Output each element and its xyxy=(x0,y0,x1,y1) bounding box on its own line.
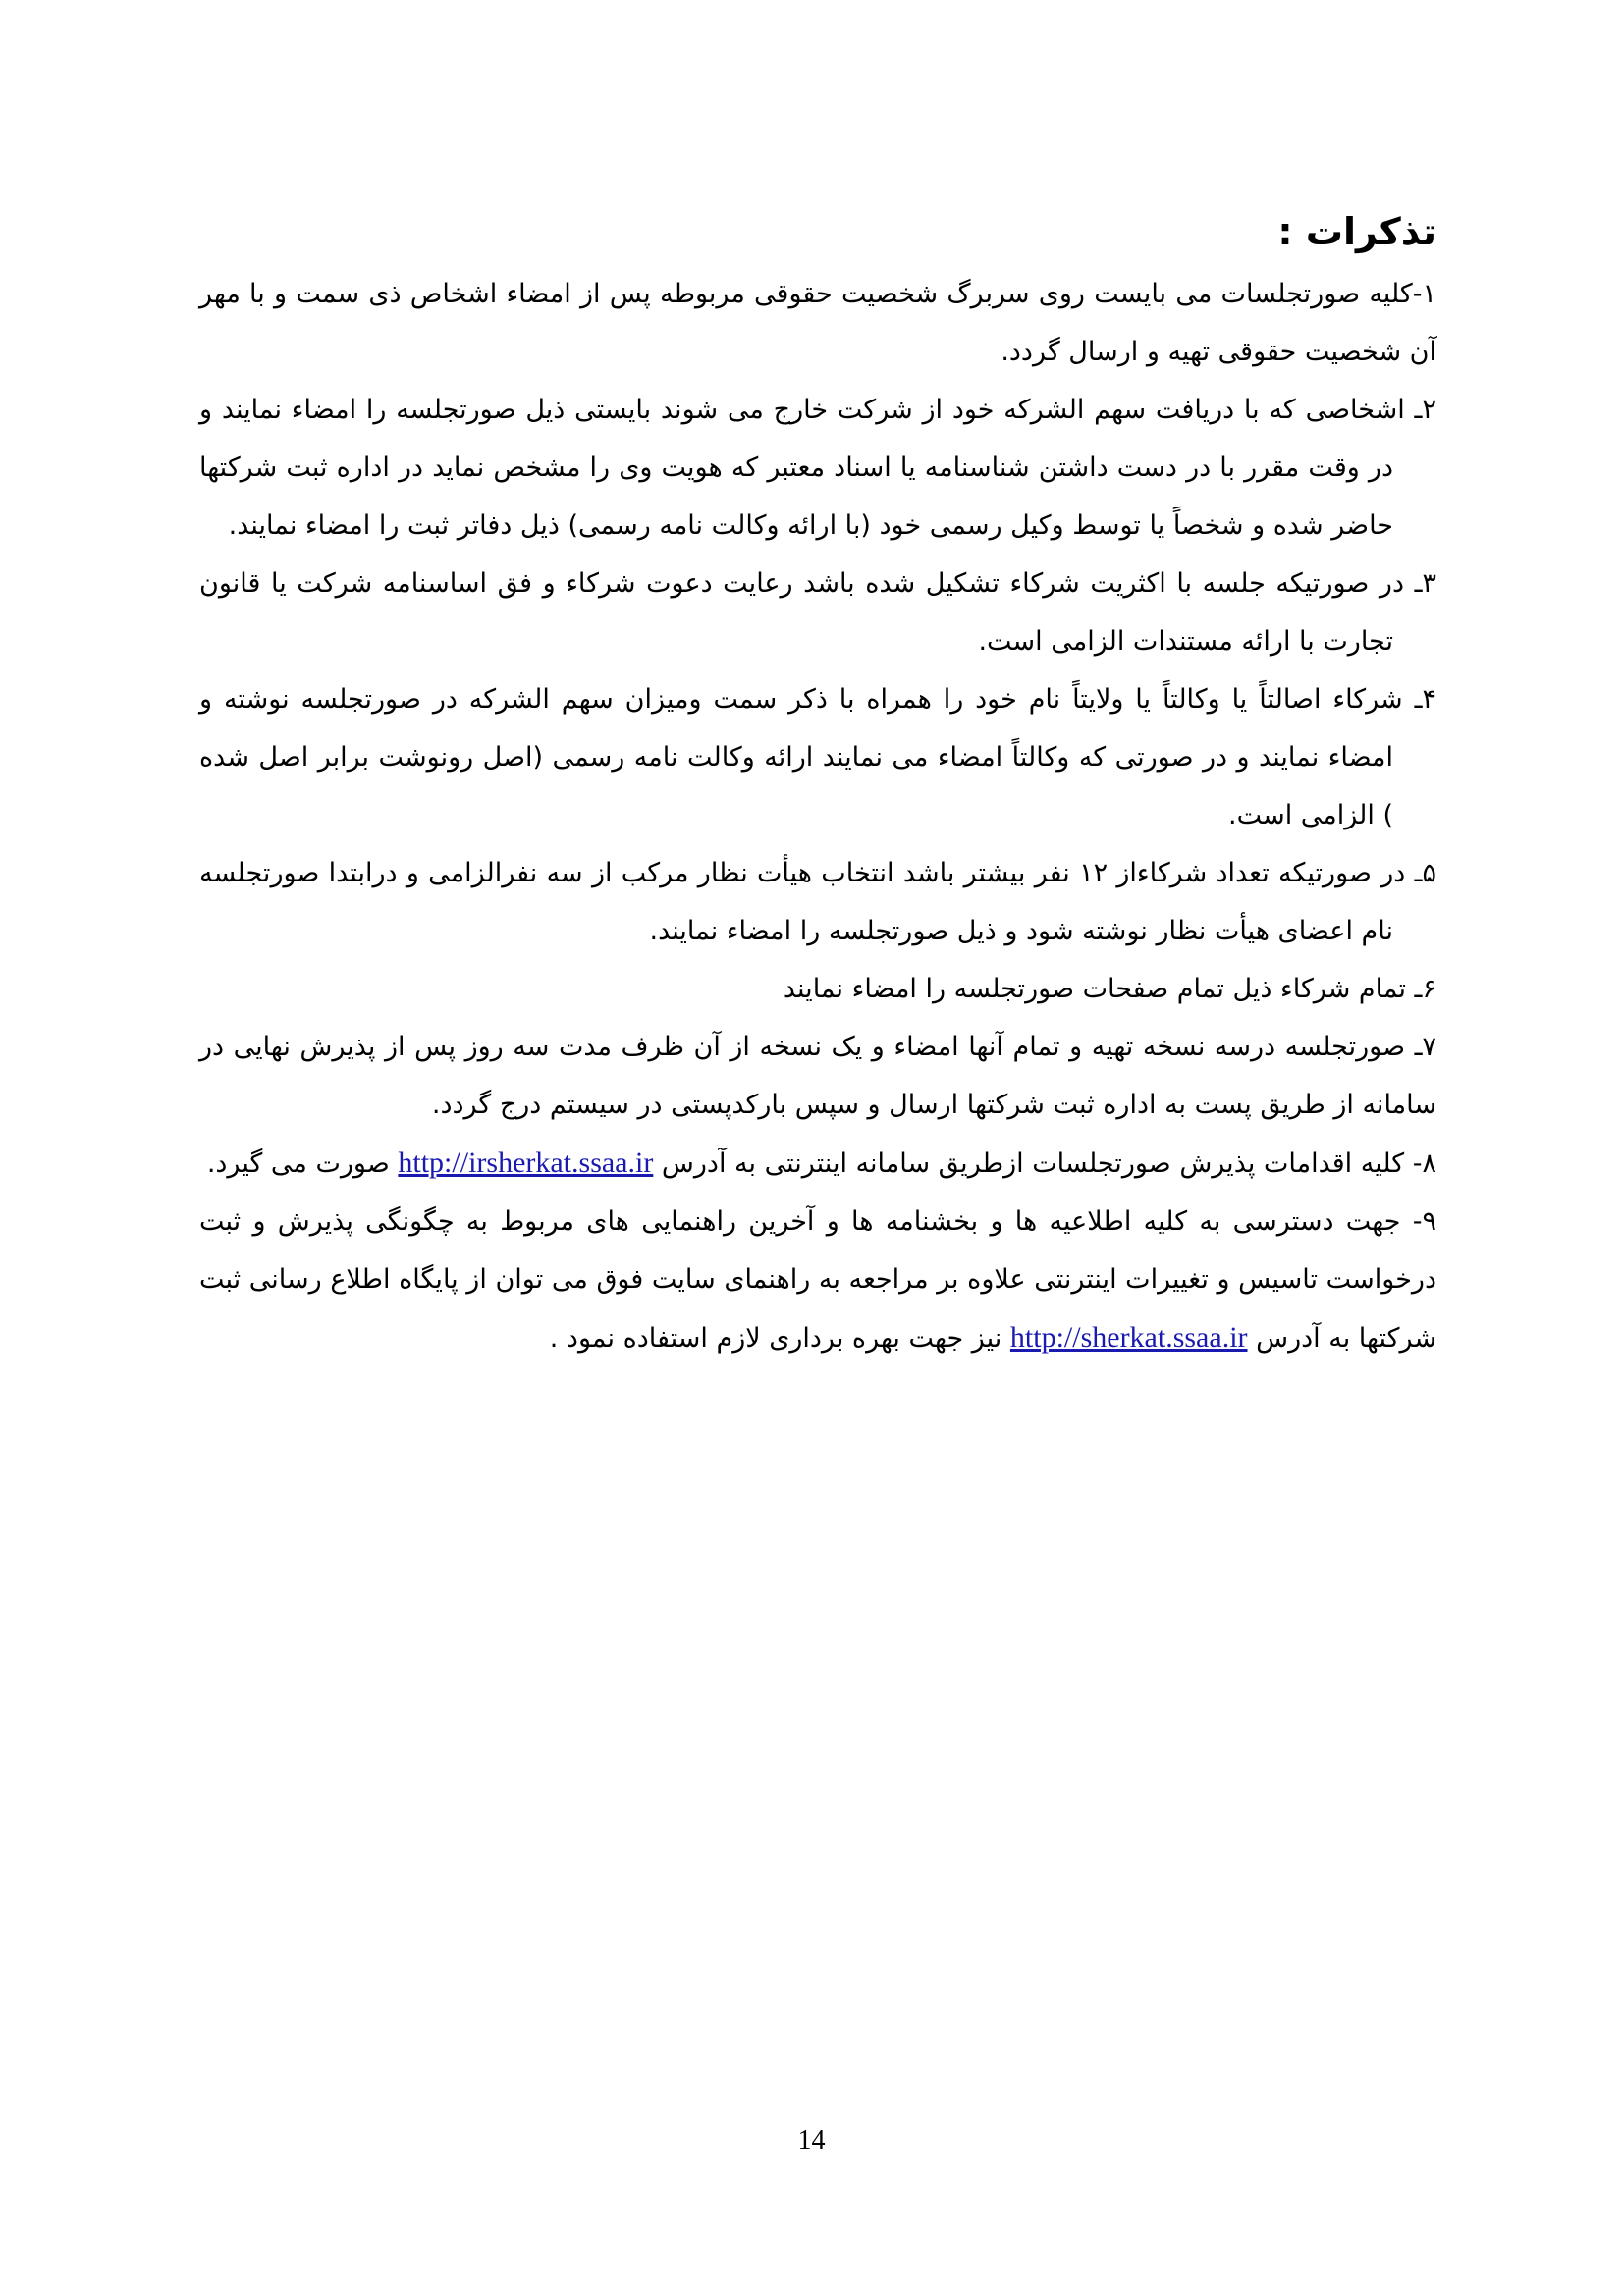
note-9 xyxy=(199,1193,1436,1367)
notes-heading: تذکرات : xyxy=(1277,210,1436,253)
note-3-text: ۳ـ در صورتیکه جلسه با اکثریت شرکاء تشکیل شده باشد رعایت دعوت شرکاء و فق اساسنامه شرکت یا قانون تجارت با ارائه مستندات الزامی است. xyxy=(199,568,1436,657)
note-3 xyxy=(199,555,1436,670)
note-5 xyxy=(199,844,1436,960)
note-8-text-end: صورت می گیرد. xyxy=(206,1148,390,1179)
note-2 xyxy=(199,381,1436,555)
note-8-text: ۸- کلیه اقدامات پذیرش صورتجلسات ازطریق سامانه اینترنتی به آدرس xyxy=(661,1148,1436,1179)
note-7-text: ۷ـ صورتجلسه درسه نسخه تهیه و تمام آنها امضاء و یک نسخه از آن ظرف مدت سه روز پس از پذیرش نهایی در سامانه از طریق پست به اداره ثبت شرکتها ارسال و سپس بارکدپستی در سیستم درج گردد. xyxy=(199,1032,1436,1120)
note-8 xyxy=(199,1134,1436,1193)
note-7 xyxy=(199,1018,1436,1134)
note-9-text: ۹- جهت دسترسی به کلیه اطلاعیه ها و بخشنامه ها و آخرین راهنمایی های مربوط به چگونگی پذیرش و ثبت درخواست تاسیس و تغییرات اینترنتی علاوه بر مراجعه به راهنمای سایت فوق می توان از پایگاه اطلاع رسانی ثبت شرکتها به آدرس xyxy=(199,1206,1436,1354)
note-1-text: ۱-کلیه صورتجلسات می بایست روی سربرگ شخصیت حقوقی مربوطه پس از امضاء اشخاص ذی سمت و با مهر آن شخصیت حقوقی تهیه و ارسال گردد. xyxy=(199,279,1436,367)
note-4-text: ۴ـ شرکاء اصالتاً یا وکالتاً یا ولایتاً نام خود را همراه با ذکر سمت ومیزان سهم الشرکه در صورتجلسه نوشته و امضاء نمایند و در صورتی که وکالتاً امضاء می نمایند ارائه وکالت نامه رسمی (اصل رونوشت برابر اصل شده ) الزامی است. xyxy=(199,684,1436,830)
note-2-text: ۲ـ اشخاصی که با دریافت سهم الشرکه خود از شرکت خارج می شوند بایستی ذیل صورتجلسه را امضاء نمایند و در وقت مقرر با در دست داشتن شناسنامه یا اسناد معتبر که هویت وی را مشخص نماید در اداره ثبت شرکتها حاضر شده و شخصاً یا توسط وکیل رسمی خود (با ارائه وکالت نامه رسمی) ذیل دفاتر ثبت را امضاء نمایند. xyxy=(199,395,1436,541)
sherkat-link[interactable]: http://sherkat.ssaa.ir xyxy=(1009,1321,1248,1354)
notes-section xyxy=(199,204,1436,1367)
note-4 xyxy=(199,670,1436,844)
note-5-text: ۵ـ در صورتیکه تعداد شرکاءاز ۱۲ نفر بیشتر باشد انتخاب هیأت نظار مرکب از سه نفرالزامی و درابتدا صورتجلسه نام اعضای هیأت نظار نوشته شود و ذیل صورتجلسه را امضاء نمایند. xyxy=(199,858,1436,946)
page-number: 14 xyxy=(797,2125,826,2156)
note-6-text: ۶ـ تمام شرکاء ذیل تمام صفحات صورتجلسه را امضاء نمایند xyxy=(783,974,1436,1004)
note-6 xyxy=(199,960,1436,1018)
note-9-text-end: نیز جهت بهره برداری لازم استفاده نمود . xyxy=(549,1323,1002,1354)
note-1 xyxy=(199,265,1436,381)
irsherkat-link[interactable]: http://irsherkat.ssaa.ir xyxy=(398,1147,654,1179)
